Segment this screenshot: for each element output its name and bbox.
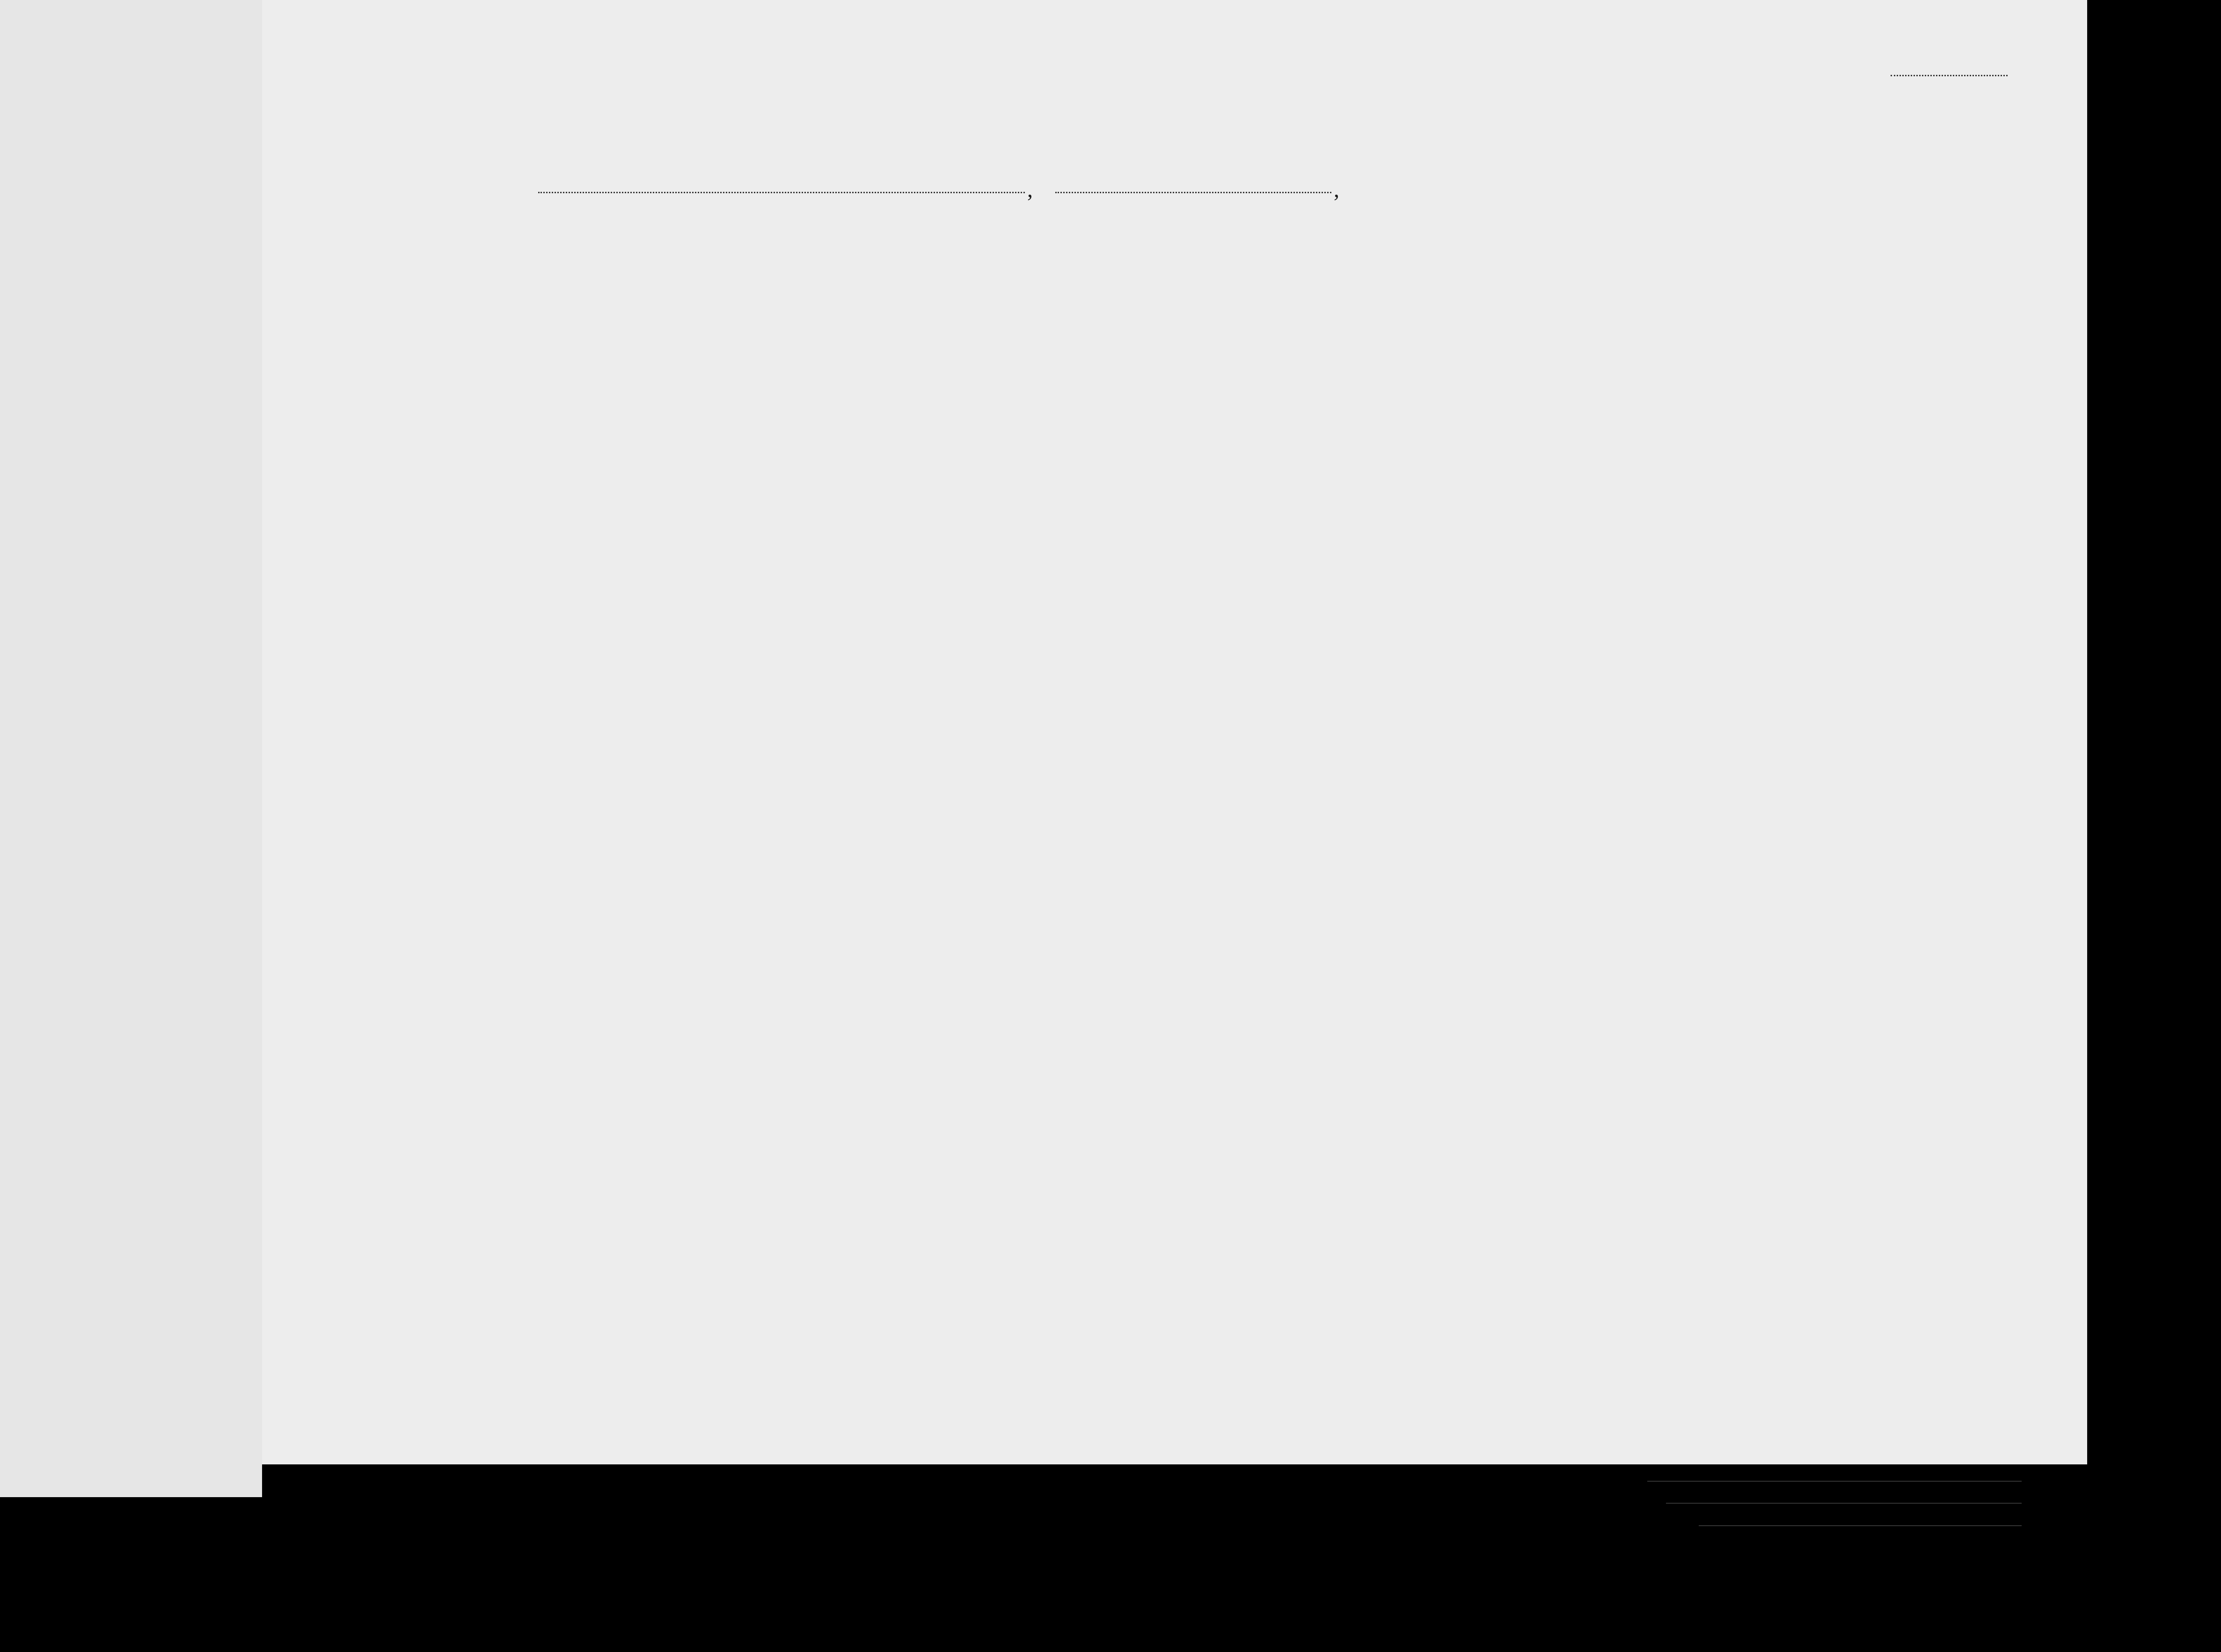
- comma-1: ,: [1027, 177, 1033, 202]
- line-rule: [1647, 1481, 2022, 1482]
- header-c25: [1423, 255, 1455, 374]
- comma-2: ,: [1334, 177, 1339, 202]
- header-c24c: [1391, 274, 1414, 374]
- header-c28: [1509, 253, 1561, 374]
- header-c30: [1603, 253, 1622, 374]
- header-c24b: [1362, 274, 1385, 374]
- header-c29: [1565, 253, 1600, 374]
- owners-rule: [1666, 1503, 2022, 1504]
- header-c24a: [1319, 274, 1347, 374]
- agents-rule: [1699, 1525, 2022, 1526]
- header-c31: [1624, 253, 1642, 374]
